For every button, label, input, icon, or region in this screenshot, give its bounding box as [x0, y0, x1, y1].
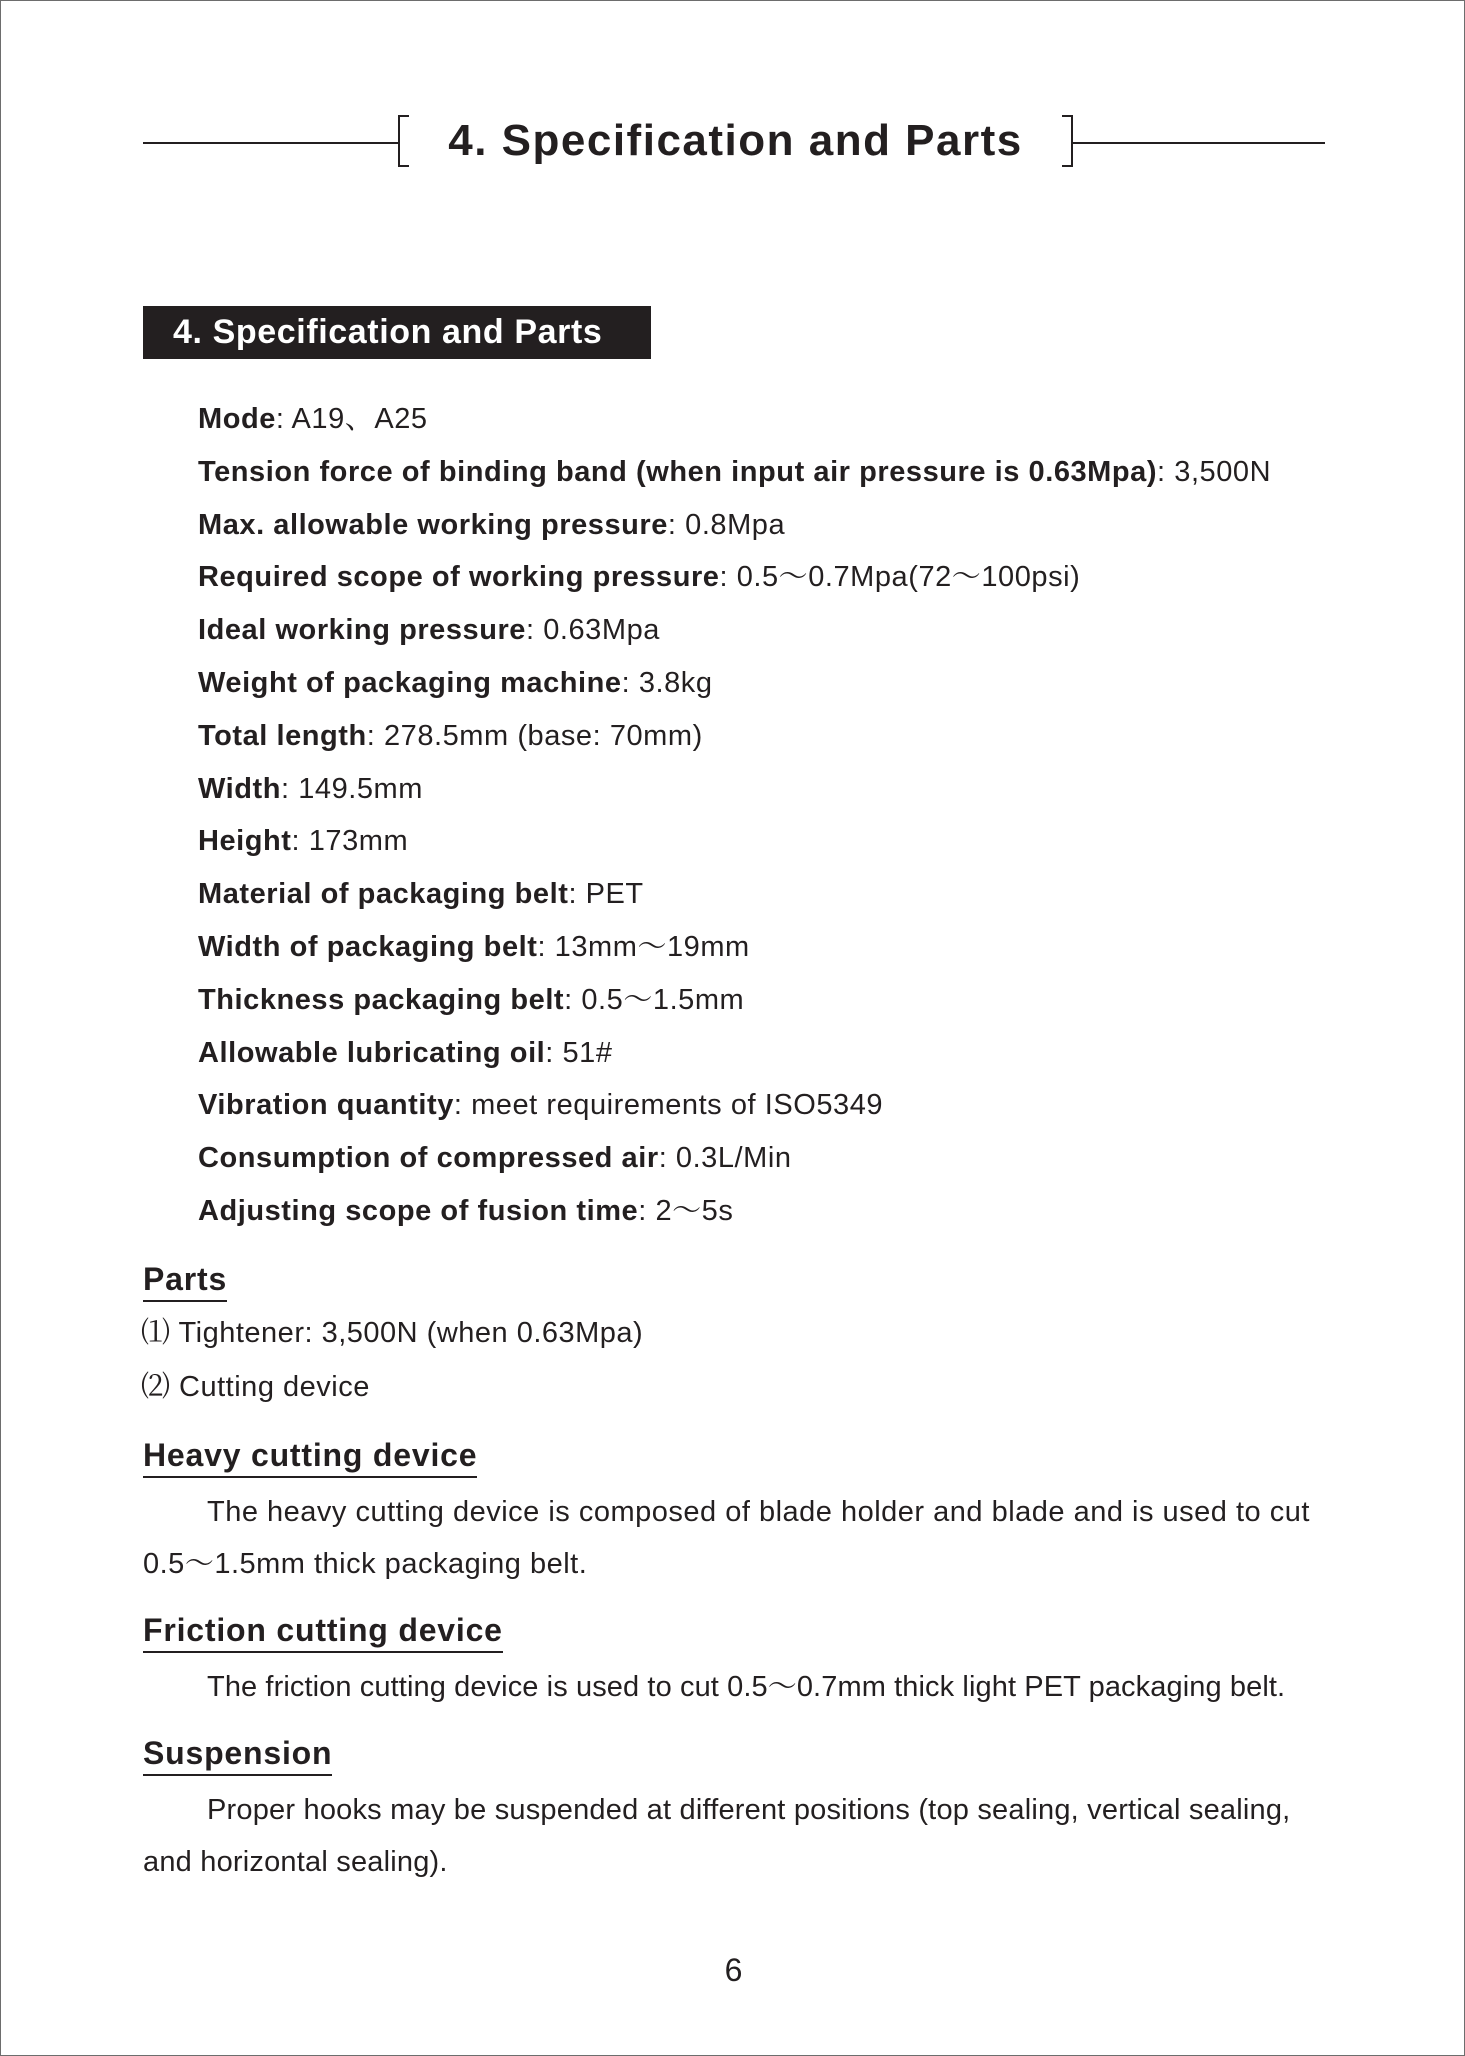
spec-item [198, 555, 1398, 608]
page-number: 6 [724, 1952, 743, 1988]
spec-item [198, 872, 1398, 925]
spec-list [198, 397, 1398, 1242]
spec-label: Width of packaging belt [198, 930, 538, 963]
spec-value: : 3,500N [1157, 455, 1272, 488]
spec-label: Ideal working pressure [198, 614, 526, 647]
spec-label: Mode [198, 403, 276, 435]
spec-value: : 0.8Mpa [667, 508, 786, 541]
spec-item [198, 450, 1398, 503]
title-bracket-left [398, 115, 409, 167]
spec-value: : 0.3L/Min [658, 1142, 792, 1175]
heavy-cutting-heading: Heavy cutting device [143, 1436, 477, 1478]
spec-label: Width [198, 772, 282, 805]
spec-value: : A19、A25 [275, 403, 428, 435]
spec-item [198, 767, 1398, 820]
spec-item [198, 503, 1398, 556]
spec-value: : 0.63Mpa [526, 614, 660, 647]
spec-value: : 0.5～0.7Mpa(72～100psi) [719, 561, 1081, 594]
spec-item [198, 714, 1398, 767]
spec-label: Total length [198, 719, 367, 752]
part-item-tightener: ⑴ Tightener: 3,500N (when 0.63Mpa) [141, 1317, 644, 1349]
spec-label: Required scope of working pressure [198, 561, 720, 594]
spec-label: Adjusting scope of fusion time [198, 1194, 639, 1227]
spec-value: : 51# [545, 1036, 613, 1069]
title-rule-right [1073, 142, 1325, 144]
spec-item [198, 1189, 1398, 1242]
spec-item [198, 397, 1398, 450]
suspension-text: Proper hooks may be suspended at different positions (top sealing, vertical sealing, and horizontal sealing). [143, 1794, 1291, 1878]
friction-cutting-text: The friction cutting device is used to cut 0.5～0.7mm thick light PET packaging belt. [207, 1671, 1286, 1703]
spec-value: : 3.8kg [621, 666, 713, 699]
spec-value: : 2～5s [638, 1194, 734, 1227]
spec-value: : 13mm～19mm [537, 930, 750, 963]
spec-item [198, 978, 1398, 1031]
spec-label: Consumption of compressed air [198, 1142, 659, 1175]
title-rule-left [143, 142, 398, 144]
title-bracket-right [1062, 115, 1073, 167]
spec-label: Weight of packaging machine [198, 666, 622, 699]
spec-label: Height [198, 825, 292, 858]
spec-label: Max. allowable working pressure [198, 508, 668, 541]
spec-value: : 278.5mm (base: 70mm) [366, 719, 703, 752]
spec-value: : meet requirements of ISO5349 [453, 1089, 884, 1122]
heavy-cutting-text: The heavy cutting device is composed of blade holder and blade and is used to cut 0.5～1.5mm thick packaging belt. [143, 1496, 1310, 1580]
spec-item [198, 1083, 1398, 1136]
spec-label: Material of packaging belt [198, 878, 569, 911]
page-title: 4. Specification and Parts [448, 116, 1023, 165]
spec-item [198, 819, 1398, 872]
spec-label: Vibration quantity [198, 1089, 454, 1122]
spec-value: : 149.5mm [281, 772, 423, 805]
spec-value: : 173mm [291, 825, 409, 858]
spec-value: : PET [568, 878, 644, 911]
section-heading: 4. Specification and Parts [143, 306, 651, 359]
part-item-cutting-device: ⑵ Cutting device [141, 1371, 370, 1403]
spec-value: : 0.5～1.5mm [564, 983, 745, 1016]
spec-item [198, 661, 1398, 714]
page-title-banner [143, 111, 1325, 171]
suspension-heading: Suspension [143, 1734, 332, 1776]
spec-label: Allowable lubricating oil [198, 1036, 546, 1069]
parts-heading: Parts [143, 1260, 227, 1302]
spec-item [198, 1136, 1398, 1189]
spec-label: Tension force of binding band (when input air pressure is 0.63Mpa) [198, 455, 1158, 488]
spec-label: Thickness packaging belt [198, 983, 565, 1016]
spec-item [198, 1031, 1398, 1084]
spec-item [198, 925, 1398, 978]
friction-cutting-heading: Friction cutting device [143, 1611, 503, 1653]
spec-item [198, 608, 1398, 661]
